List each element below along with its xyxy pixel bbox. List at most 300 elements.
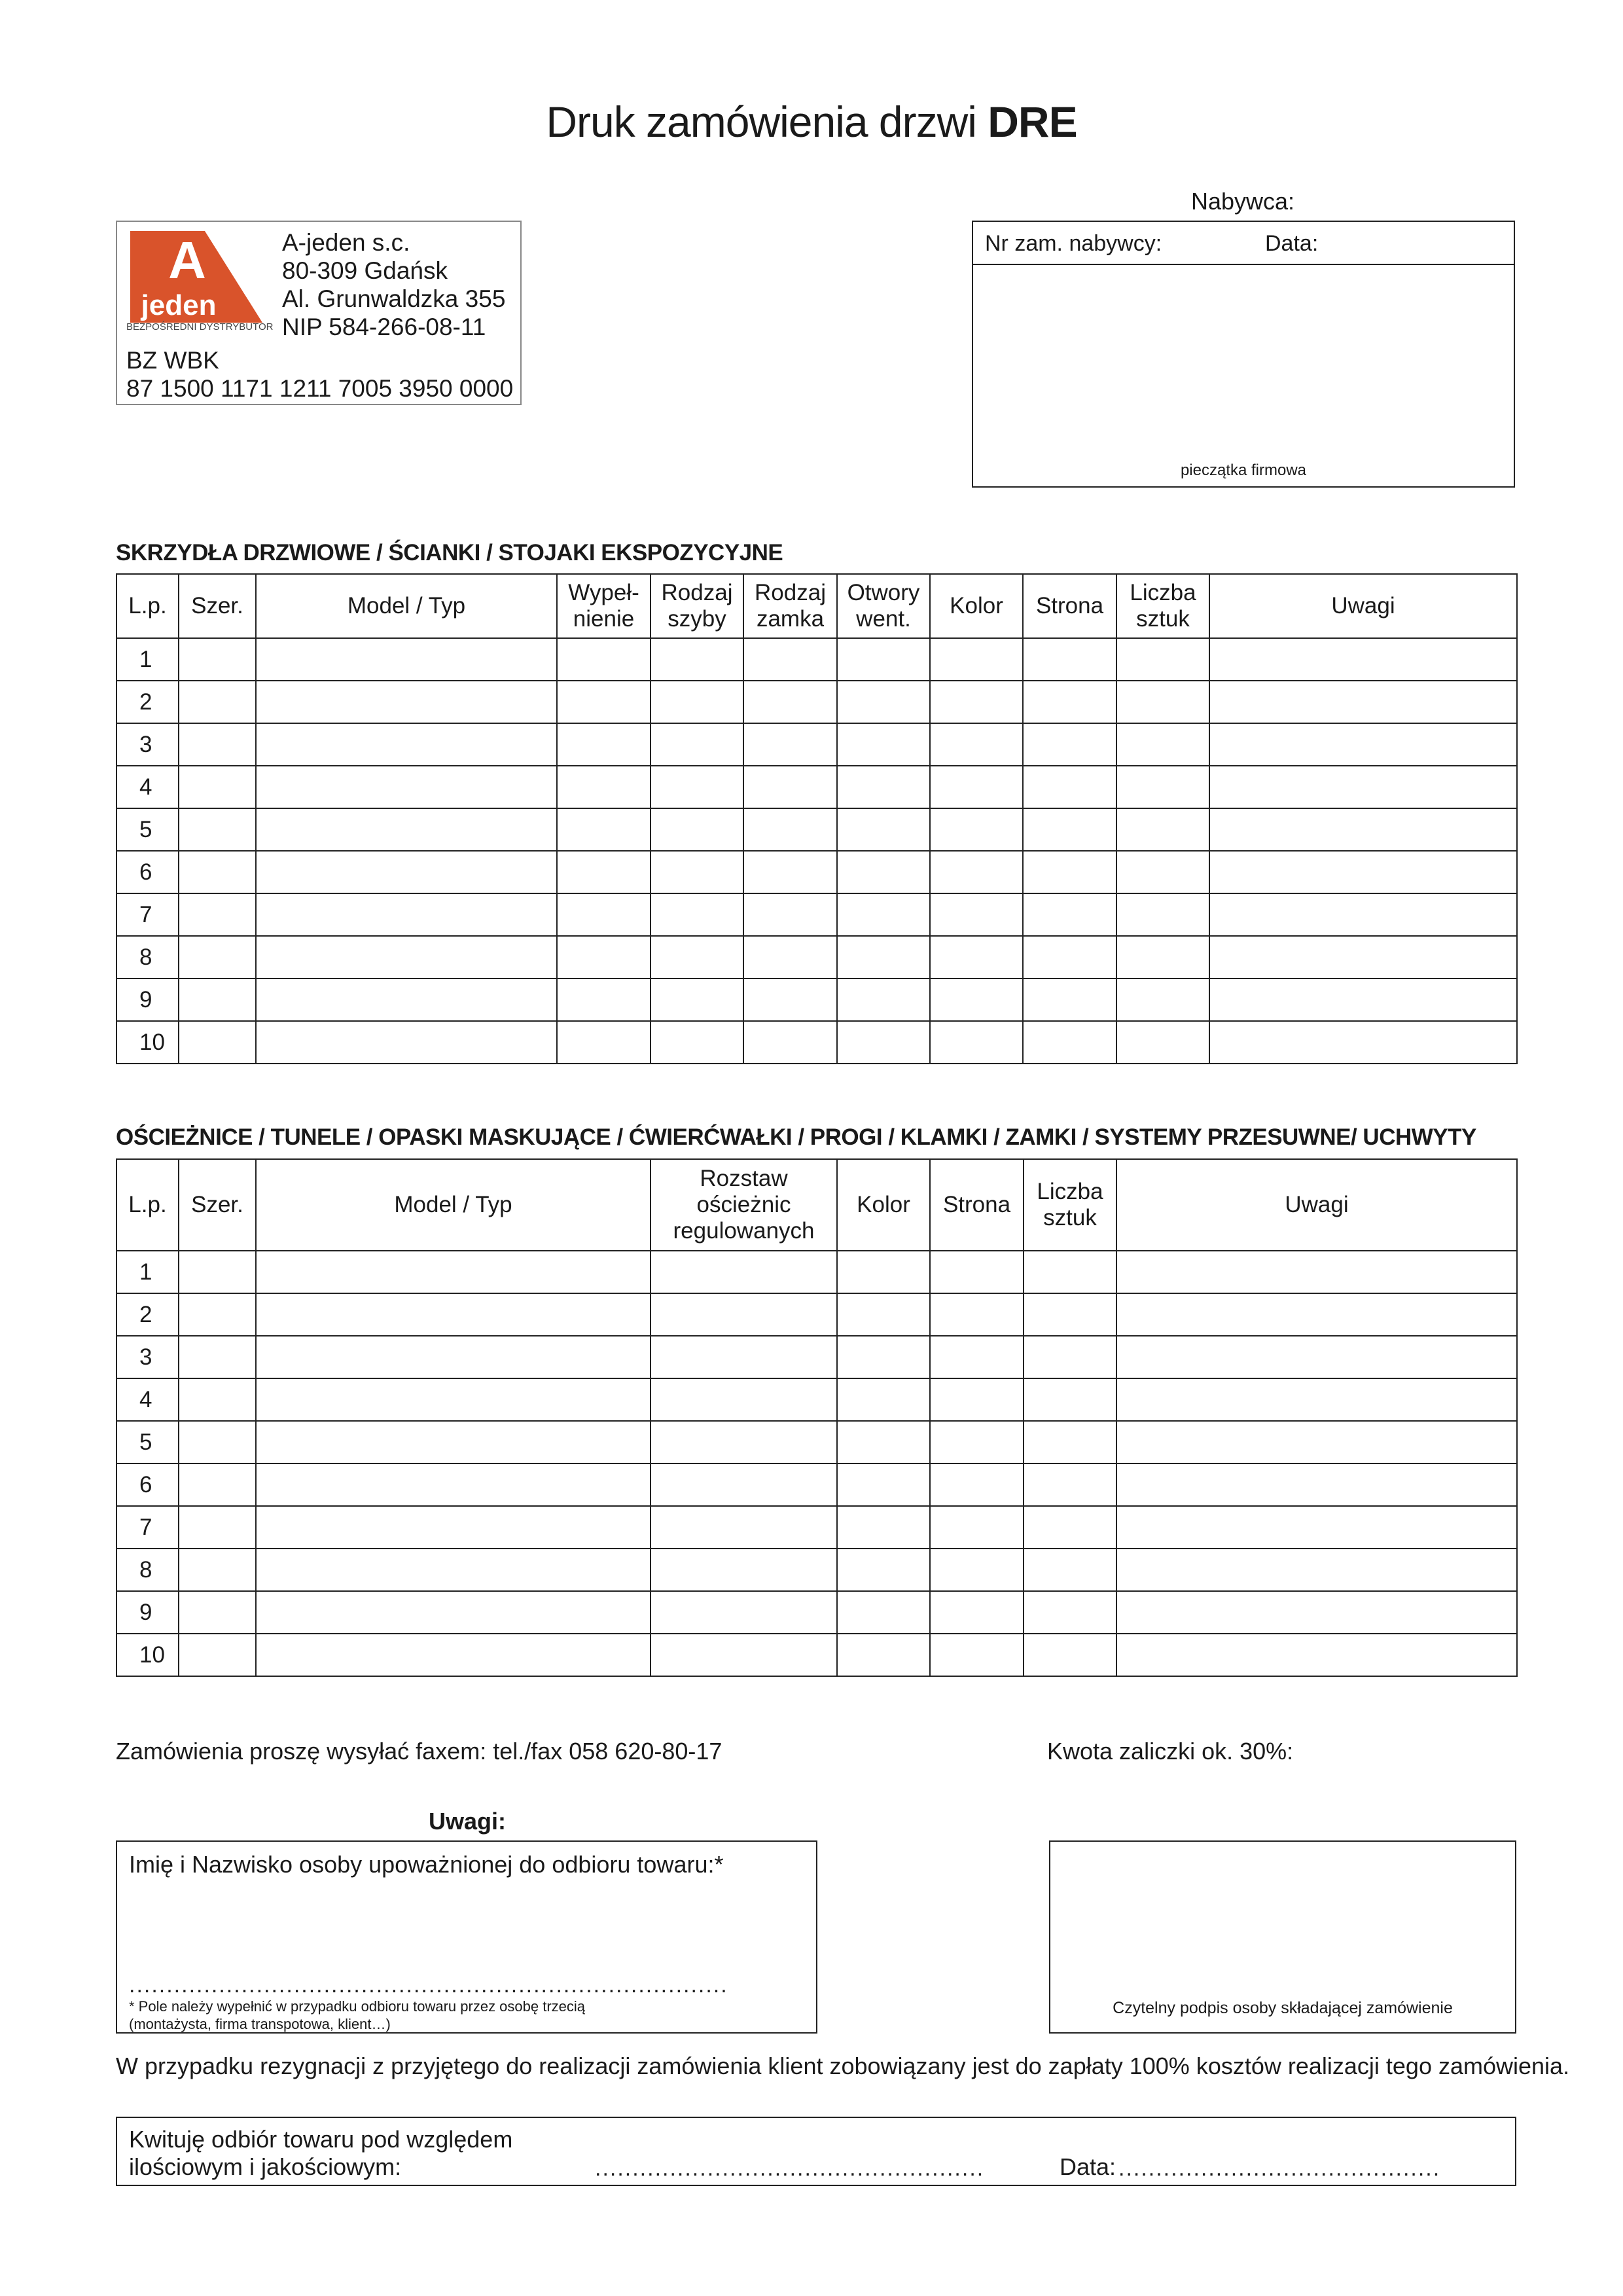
row-number: 4 [116, 766, 179, 808]
table-cell[interactable] [557, 851, 651, 893]
table-cell[interactable] [1116, 1378, 1517, 1421]
table-cell[interactable] [651, 723, 743, 766]
table-cell[interactable] [179, 1336, 256, 1378]
table-cell[interactable] [179, 808, 256, 851]
row-number: 9 [116, 1591, 179, 1634]
table-cell[interactable] [1209, 681, 1517, 723]
table-cell[interactable] [651, 893, 743, 936]
buyer-date-label: Data: [1265, 231, 1319, 256]
table-row [116, 1251, 1517, 1293]
table-cell[interactable] [1116, 1591, 1517, 1634]
table-cell[interactable] [837, 638, 930, 681]
column-header-line: ościeżnic [696, 1192, 791, 1217]
table-cell[interactable] [1023, 936, 1116, 978]
table-cell[interactable] [837, 851, 930, 893]
column-header-line: Szer. [191, 593, 243, 619]
table-cell[interactable] [1024, 1506, 1116, 1549]
table-cell[interactable] [256, 1378, 651, 1421]
table-cell[interactable] [837, 808, 930, 851]
table-cell[interactable] [1116, 936, 1209, 978]
table-cell[interactable] [1116, 1634, 1517, 1676]
table-row [116, 1591, 1517, 1634]
table-cell[interactable] [1116, 681, 1209, 723]
table-cell[interactable] [930, 1421, 1024, 1463]
seller-address [282, 228, 505, 341]
table-cell[interactable] [837, 766, 930, 808]
table-cell[interactable] [1209, 978, 1517, 1021]
column-header [1116, 574, 1209, 638]
table-cell[interactable] [837, 1549, 930, 1591]
buyer-header [973, 222, 1514, 265]
deposit-label: Kwota zaliczki ok. 30%: [1047, 1738, 1294, 1765]
table-cell[interactable] [930, 723, 1023, 766]
table-cell[interactable] [651, 1634, 837, 1676]
table-cell[interactable] [557, 681, 651, 723]
table-cell[interactable] [1024, 1591, 1116, 1634]
table-cell[interactable] [930, 893, 1023, 936]
logo-word: jeden [141, 289, 217, 321]
column-header-line: Szer. [191, 1192, 243, 1217]
column-header-line: L.p. [128, 1192, 167, 1217]
table-cell[interactable] [256, 1634, 651, 1676]
table-cell[interactable] [930, 1251, 1024, 1293]
table-row [116, 681, 1517, 723]
column-header [837, 574, 930, 638]
table-cell[interactable] [743, 638, 837, 681]
seller-nip: NIP 584-266-08-11 [282, 314, 486, 340]
table-cell[interactable] [837, 936, 930, 978]
table-cell[interactable] [743, 936, 837, 978]
table-cell[interactable] [651, 1591, 837, 1634]
table-cell[interactable] [256, 1549, 651, 1591]
column-header-line: Kolor [950, 593, 1003, 619]
receipt-date-label: Data: [1060, 2153, 1116, 2180]
table-cell[interactable] [179, 723, 256, 766]
table-row [116, 851, 1517, 893]
table-cell[interactable] [179, 1421, 256, 1463]
buyer-label: Nabywca: [1191, 188, 1295, 215]
table-cell[interactable] [557, 978, 651, 1021]
table-cell[interactable] [837, 1021, 930, 1064]
row-number: 6 [116, 851, 179, 893]
column-header [837, 1159, 930, 1251]
table-cell[interactable] [930, 1634, 1024, 1676]
table-cell[interactable] [179, 638, 256, 681]
table-cell[interactable] [1116, 638, 1209, 681]
pickup-person-label: Imię i Nazwisko osoby upoważnionej do odbioru towaru:* [129, 1851, 724, 1878]
table-cell[interactable] [837, 1591, 930, 1634]
table-cell[interactable] [1116, 766, 1209, 808]
table-cell[interactable] [651, 1549, 837, 1591]
column-header [930, 1159, 1024, 1251]
table-cell[interactable] [256, 851, 557, 893]
table-cell[interactable] [930, 1293, 1024, 1336]
table-cell[interactable] [651, 638, 743, 681]
column-header [557, 574, 651, 638]
table-cell[interactable] [1116, 1336, 1517, 1378]
table-cell[interactable] [651, 1021, 743, 1064]
table-cell[interactable] [837, 1378, 930, 1421]
table-cell[interactable] [557, 1021, 651, 1064]
table-cell[interactable] [1116, 723, 1209, 766]
column-header-line: nienie [573, 606, 635, 632]
table-cell[interactable] [256, 1463, 651, 1506]
row-number: 5 [116, 1421, 179, 1463]
table-cell[interactable] [1024, 1549, 1116, 1591]
table-cell[interactable] [557, 893, 651, 936]
table-cell[interactable] [837, 1421, 930, 1463]
table-cell[interactable] [1024, 1336, 1116, 1378]
column-header-line: regulowanych [673, 1218, 815, 1244]
column-header-line: Strona [1035, 593, 1104, 619]
table-cell[interactable] [256, 808, 557, 851]
column-header-line: Kolor [857, 1192, 910, 1217]
pickup-note-line2: (montażysta, firma transpotowa, klient…) [129, 2016, 391, 2032]
table-cell[interactable] [930, 1336, 1024, 1378]
table-cell[interactable] [743, 723, 837, 766]
table-row [116, 1506, 1517, 1549]
table-cell[interactable] [179, 1021, 256, 1064]
column-header-line: Model / Typ [347, 593, 466, 619]
row-number: 1 [116, 1251, 179, 1293]
column-header-line: Wypeł- [568, 580, 639, 605]
column-header-line: zamka [756, 606, 825, 632]
column-header [1209, 574, 1517, 638]
table-cell[interactable] [1024, 1634, 1116, 1676]
column-header-line: L.p. [128, 593, 167, 619]
table-row [116, 1021, 1517, 1064]
seller-postal: 80-309 Gdańsk [282, 257, 448, 284]
table-cell[interactable] [743, 851, 837, 893]
table-cell[interactable] [1116, 978, 1209, 1021]
cancellation-terms: W przypadku rezygnacji z przyjętego do realizacji zamówienia klient zobowiązany jest do zapłaty 100% kosztów realizacji tego zamówienia. [116, 2053, 1570, 2079]
table-row [116, 1293, 1517, 1336]
buyer-box[interactable] [972, 221, 1515, 488]
row-number: 10 [116, 1634, 179, 1676]
table-cell[interactable] [179, 1293, 256, 1336]
company-logo-icon [125, 231, 269, 336]
table-cell[interactable] [743, 681, 837, 723]
table-row [116, 723, 1517, 766]
table-cell[interactable] [1116, 851, 1209, 893]
table-cell[interactable] [1116, 893, 1209, 936]
table-cell[interactable] [256, 681, 557, 723]
table-cell[interactable] [1209, 766, 1517, 808]
table-cell[interactable] [1023, 638, 1116, 681]
table-cell[interactable] [837, 681, 930, 723]
section2-title: OŚCIEŻNICE / TUNELE / OPASKI MASKUJĄCE / ĆWIERĆWAŁKI / PROGI / KLAMKI / ZAMKI / SYSTEMY PRZESUWNE/ UCHWYTY [116, 1124, 1476, 1150]
row-number: 3 [116, 723, 179, 766]
column-header [743, 574, 837, 638]
table-cell[interactable] [179, 936, 256, 978]
table-cell[interactable] [837, 1336, 930, 1378]
table-cell[interactable] [837, 893, 930, 936]
row-number: 7 [116, 1506, 179, 1549]
column-header [256, 574, 557, 638]
table-cell[interactable] [557, 766, 651, 808]
table-cell[interactable] [1116, 1549, 1517, 1591]
row-number: 2 [116, 681, 179, 723]
table-cell[interactable] [837, 1293, 930, 1336]
table-cell[interactable] [256, 723, 557, 766]
table-cell[interactable] [179, 978, 256, 1021]
seller-bank [126, 346, 513, 403]
seller-street: Al. Grunwaldzka 355 [282, 285, 506, 312]
receipt-line2: ilościowym i jakościowym: [129, 2153, 402, 2180]
table-row [116, 638, 1517, 681]
row-number: 7 [116, 893, 179, 936]
table-cell[interactable] [837, 1634, 930, 1676]
table-row [116, 1421, 1517, 1463]
order-number-label: Nr zam. nabywcy: [985, 231, 1162, 256]
table-cell[interactable] [651, 808, 743, 851]
table-row [116, 893, 1517, 936]
table-row [116, 978, 1517, 1021]
table-cell[interactable] [743, 978, 837, 1021]
table-cell[interactable] [179, 681, 256, 723]
column-header [1024, 1159, 1116, 1251]
column-header-line: Uwagi [1285, 1192, 1349, 1217]
table-cell[interactable] [179, 766, 256, 808]
column-header [651, 574, 743, 638]
table-row [116, 1336, 1517, 1378]
table-row [116, 1378, 1517, 1421]
column-header [116, 574, 179, 638]
table-cell[interactable] [256, 1421, 651, 1463]
table-cell[interactable] [557, 638, 651, 681]
table-cell[interactable] [179, 1378, 256, 1421]
signature-box[interactable] [1049, 1840, 1516, 2034]
table-cell[interactable] [1023, 1021, 1116, 1064]
column-header-line: Rodzaj [661, 580, 733, 605]
table-cell[interactable] [1023, 978, 1116, 1021]
table-cell[interactable] [1023, 723, 1116, 766]
table-cell[interactable] [179, 1591, 256, 1634]
table-cell[interactable] [1209, 851, 1517, 893]
table-row [116, 808, 1517, 851]
table-cell[interactable] [837, 1506, 930, 1549]
table-cell[interactable] [837, 723, 930, 766]
table-cell[interactable] [1116, 1293, 1517, 1336]
title-bold: DRE [988, 98, 1077, 146]
pickup-note-line1: * Pole należy wypełnić w przypadku odbioru towaru przez osobę trzecią [129, 1998, 586, 2015]
column-header-line: Model / Typ [394, 1192, 512, 1217]
table-cell[interactable] [256, 638, 557, 681]
table-cell[interactable] [930, 1506, 1024, 1549]
row-number: 8 [116, 936, 179, 978]
seller-box [116, 221, 522, 405]
row-number: 9 [116, 978, 179, 1021]
column-header [1023, 574, 1116, 638]
table-cell[interactable] [930, 978, 1023, 1021]
column-header [179, 1159, 256, 1251]
row-number: 4 [116, 1378, 179, 1421]
receipt-label [129, 2126, 512, 2181]
table-cell[interactable] [1209, 893, 1517, 936]
table-cell[interactable] [837, 1251, 930, 1293]
column-header-line: sztuk [1043, 1205, 1097, 1230]
table-cell[interactable] [179, 1506, 256, 1549]
table-cell[interactable] [179, 893, 256, 936]
receipt-signature-dots: .................................................... [595, 2156, 985, 2181]
table-cell[interactable] [256, 978, 557, 1021]
pickup-person-dots: ................................................................................ [129, 1973, 728, 1998]
table-cell[interactable] [256, 1251, 651, 1293]
doors-order-table [116, 573, 1518, 1064]
remarks-label: Uwagi: [429, 1808, 507, 1835]
table-cell[interactable] [930, 638, 1023, 681]
table-row [116, 936, 1517, 978]
table-cell[interactable] [930, 1549, 1024, 1591]
table-cell[interactable] [651, 1463, 837, 1506]
table-cell[interactable] [1023, 851, 1116, 893]
table-cell[interactable] [256, 893, 557, 936]
row-number: 5 [116, 808, 179, 851]
column-header-line: szyby [668, 606, 726, 632]
receipt-box[interactable] [116, 2117, 1516, 2186]
table-cell[interactable] [179, 1251, 256, 1293]
column-header-line: Otwory [847, 580, 920, 605]
table-cell[interactable] [1023, 766, 1116, 808]
table-cell[interactable] [256, 936, 557, 978]
logo-tagline: BEZPOŚREDNI DYSTRYBUTOR [126, 321, 274, 332]
column-header [930, 574, 1023, 638]
table-cell[interactable] [1209, 723, 1517, 766]
column-header [651, 1159, 837, 1251]
column-header-line: Uwagi [1331, 593, 1395, 619]
table-cell[interactable] [743, 893, 837, 936]
column-header-line: Liczba [1037, 1179, 1103, 1204]
table-cell[interactable] [930, 766, 1023, 808]
table-cell[interactable] [256, 1506, 651, 1549]
pickup-note [129, 1998, 585, 2033]
table-cell[interactable] [1023, 808, 1116, 851]
table-cell[interactable] [557, 723, 651, 766]
table-cell[interactable] [557, 936, 651, 978]
table-cell[interactable] [1209, 1021, 1517, 1064]
table-cell[interactable] [930, 1463, 1024, 1506]
table-cell[interactable] [1209, 808, 1517, 851]
table-cell[interactable] [256, 1021, 557, 1064]
table-cell[interactable] [1024, 1463, 1116, 1506]
row-number: 1 [116, 638, 179, 681]
bank-account: 87 1500 1171 1211 7005 3950 0000 [126, 375, 514, 402]
section1-title: SKRZYDŁA DRZWIOWE / ŚCIANKI / STOJAKI EKSPOZYCYJNE [116, 540, 783, 565]
table-cell[interactable] [651, 766, 743, 808]
table-cell[interactable] [179, 1463, 256, 1506]
table-cell[interactable] [743, 808, 837, 851]
row-number: 8 [116, 1549, 179, 1591]
table-cell[interactable] [651, 681, 743, 723]
table-cell[interactable] [1023, 893, 1116, 936]
table-cell[interactable] [743, 1021, 837, 1064]
column-header-line: Rodzaj [755, 580, 826, 605]
frames-order-table [116, 1158, 1518, 1677]
fax-info: Zamówienia proszę wysyłać faxem: tel./fax 058 620-80-17 [116, 1738, 722, 1765]
table-cell[interactable] [1209, 936, 1517, 978]
table-cell[interactable] [179, 1634, 256, 1676]
table-cell[interactable] [651, 1378, 837, 1421]
logo-letter: A [168, 231, 206, 289]
receipt-line1: Kwituję odbiór towaru pod względem [129, 2126, 513, 2153]
column-header [179, 574, 256, 638]
table-cell[interactable] [1024, 1378, 1116, 1421]
table-cell[interactable] [651, 1251, 837, 1293]
table-cell[interactable] [930, 936, 1023, 978]
row-number: 10 [116, 1021, 179, 1064]
table-cell[interactable] [1116, 1506, 1517, 1549]
row-number: 3 [116, 1336, 179, 1378]
table-cell[interactable] [651, 1421, 837, 1463]
signature-label: Czytelny podpis osoby składającej zamówienie [1113, 1999, 1453, 2017]
table-cell[interactable] [256, 1293, 651, 1336]
table-cell[interactable] [743, 766, 837, 808]
table-cell[interactable] [930, 1378, 1024, 1421]
table-cell[interactable] [930, 808, 1023, 851]
table-cell[interactable] [256, 1591, 651, 1634]
table-cell[interactable] [179, 1549, 256, 1591]
table-cell[interactable] [1116, 808, 1209, 851]
table-cell[interactable] [179, 851, 256, 893]
table-cell[interactable] [651, 1293, 837, 1336]
column-header-line: Rozstaw [700, 1166, 788, 1191]
bank-name: BZ WBK [126, 347, 219, 374]
table-cell[interactable] [837, 978, 930, 1021]
table-cell[interactable] [1023, 681, 1116, 723]
table-cell[interactable] [1209, 638, 1517, 681]
table-cell[interactable] [930, 681, 1023, 723]
table-cell[interactable] [651, 1506, 837, 1549]
table-cell[interactable] [651, 1336, 837, 1378]
column-header [256, 1159, 651, 1251]
table-cell[interactable] [651, 936, 743, 978]
pickup-person-box[interactable] [116, 1840, 817, 2034]
row-number: 6 [116, 1463, 179, 1506]
column-header-line: sztuk [1136, 606, 1190, 632]
title-regular: Druk zamówienia drzwi [546, 98, 976, 146]
table-row [116, 766, 1517, 808]
table-cell[interactable] [1116, 1463, 1517, 1506]
table-cell[interactable] [930, 851, 1023, 893]
table-row [116, 1463, 1517, 1506]
table-cell[interactable] [557, 808, 651, 851]
table-cell[interactable] [930, 1021, 1023, 1064]
table-cell[interactable] [837, 1463, 930, 1506]
column-header-line: went. [856, 606, 911, 632]
table-cell[interactable] [1024, 1251, 1116, 1293]
receipt-date-dots: ........................................... [1118, 2156, 1441, 2181]
table-cell[interactable] [1024, 1293, 1116, 1336]
table-cell[interactable] [1116, 1251, 1517, 1293]
column-header [1116, 1159, 1517, 1251]
table-cell[interactable] [930, 1591, 1024, 1634]
table-row [116, 1549, 1517, 1591]
table-cell[interactable] [651, 851, 743, 893]
table-row [116, 1634, 1517, 1676]
table-cell[interactable] [256, 1336, 651, 1378]
stamp-label: pieczątka firmowa [1180, 461, 1307, 479]
page-title [0, 97, 1623, 147]
table-cell[interactable] [1116, 1021, 1209, 1064]
table-cell[interactable] [1024, 1421, 1116, 1463]
column-header-line: Strona [942, 1192, 1011, 1217]
table-cell[interactable] [256, 766, 557, 808]
table-cell[interactable] [1116, 1421, 1517, 1463]
row-number: 2 [116, 1293, 179, 1336]
table-cell[interactable] [651, 978, 743, 1021]
column-header [116, 1159, 179, 1251]
column-header-line: Liczba [1130, 580, 1196, 605]
